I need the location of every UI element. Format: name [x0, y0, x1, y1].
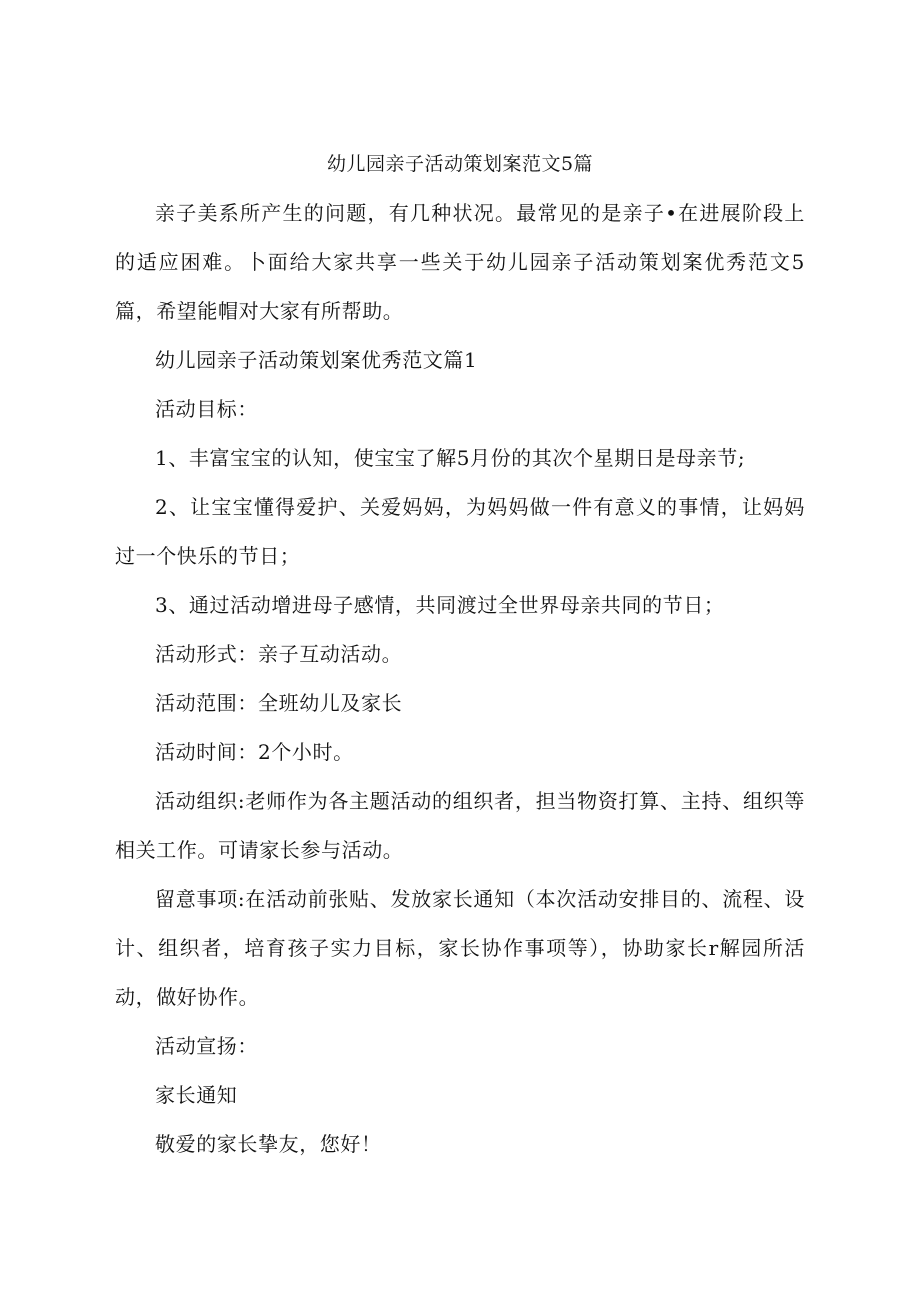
paragraph: 敬爱的家长挚友，您好！: [155, 1132, 382, 1156]
paragraph: 活动宣扬：: [155, 1034, 258, 1058]
paragraph: 活动形式：亲子互动活动。: [155, 642, 403, 666]
paragraph: 留意事项:在活动前张贴、发放家长通知（本次活动安排目的、流程、设计、组织者，培育孩子实力目标，家长协作事项等），协助家长r解园所活动，做好协作。: [115, 887, 805, 1009]
paragraph: 活动范围：全班幼儿及家长: [155, 691, 403, 715]
paragraph: 家长通知: [155, 1083, 238, 1107]
paragraph: 活动目标：: [155, 397, 258, 421]
intro-paragraph: 亲子美系所产生的问题，有几种状况。最常见的是亲子•在进展阶段上的适应困难。卜面给大家共享一些关于幼儿园亲子活动策划案优秀范文5篇，希望能帽对大家有所帮助。: [115, 201, 805, 323]
paragraph: 3、通过活动增进母子感情，共同渡过全世界母亲共同的节日；: [155, 593, 725, 617]
paragraph: 2、让宝宝懂得爱护、关爱妈妈，为妈妈做一件有意义的事情，让妈妈过一个快乐的节日；: [115, 495, 805, 568]
document-title: 幼儿园亲子活动策划案范文5篇: [326, 153, 594, 175]
paragraph: 活动时间：2个小时。: [155, 740, 354, 764]
section-heading: 幼儿园亲子活动策划案优秀范文篇1: [155, 348, 478, 372]
paragraph: 活动组织:老师作为各主题活动的组织者，担当物资打算、主持、组织等相关工作。可请家长参与活动。: [115, 789, 805, 862]
document-body: [115, 189, 805, 1169]
paragraph: 1、丰富宝宝的认知，使宝宝了解5月份的其次个星期日是母亲节;: [155, 446, 746, 470]
